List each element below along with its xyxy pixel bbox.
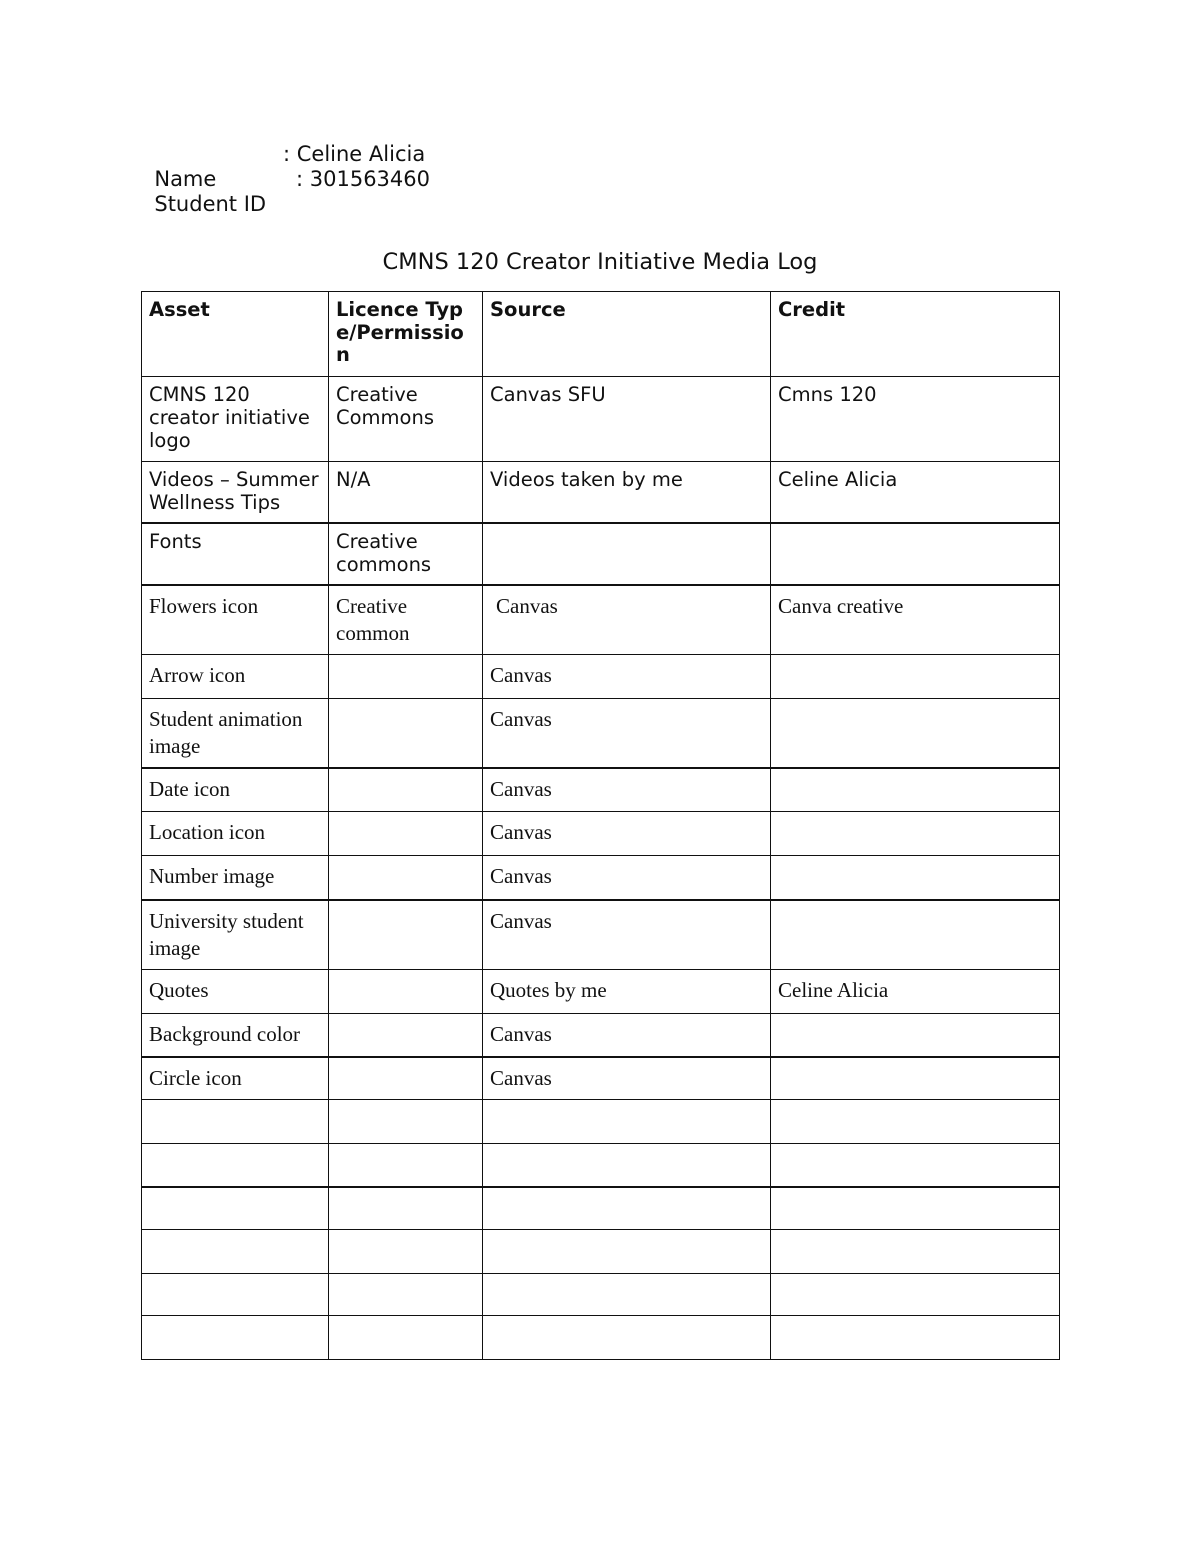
- cell-asset: CMNS 120 creator initiative logo: [142, 377, 329, 462]
- table-row: [142, 655, 1060, 699]
- cell-licence: [329, 655, 483, 699]
- cell-credit: [771, 1057, 1060, 1100]
- cell-source: Videos taken by me: [483, 462, 771, 523]
- cell-credit: [771, 768, 1060, 812]
- cell-licence: Creative commons: [329, 523, 483, 585]
- cell-licence: [329, 768, 483, 812]
- cell-credit: [771, 900, 1060, 970]
- table-row: [142, 462, 1060, 523]
- table-row: [142, 1187, 1060, 1230]
- cell-licence: [329, 1230, 483, 1274]
- cell-source: Canvas: [483, 900, 771, 970]
- cell-source: [483, 523, 771, 585]
- cell-source: [483, 1100, 771, 1144]
- cell-asset: [142, 1144, 329, 1187]
- name-label: Name: [154, 167, 217, 191]
- table-row: [142, 812, 1060, 856]
- cell-licence: [329, 699, 483, 768]
- header-source: Source: [483, 292, 771, 377]
- cell-asset: Arrow icon: [142, 655, 329, 699]
- cell-asset: University student image: [142, 900, 329, 970]
- header-credit: Credit: [771, 292, 1060, 377]
- cell-licence: [329, 1274, 483, 1316]
- cell-licence: [329, 1014, 483, 1057]
- cell-source: Canvas SFU: [483, 377, 771, 462]
- cell-asset: [142, 1316, 329, 1360]
- cell-credit: [771, 655, 1060, 699]
- table-header-row: [142, 292, 1060, 377]
- cell-asset: Quotes: [142, 970, 329, 1014]
- cell-source: [483, 1187, 771, 1230]
- cell-credit: Cmns 120: [771, 377, 1060, 462]
- cell-asset: Location icon: [142, 812, 329, 856]
- cell-credit: [771, 1316, 1060, 1360]
- cell-credit: [771, 1274, 1060, 1316]
- cell-licence: [329, 1316, 483, 1360]
- cell-asset: Circle icon: [142, 1057, 329, 1100]
- cell-credit: [771, 812, 1060, 856]
- cell-credit: [771, 1144, 1060, 1187]
- cell-source: Canvas: [483, 585, 771, 655]
- cell-licence: Creative common: [329, 585, 483, 655]
- table-row: [142, 1100, 1060, 1144]
- cell-credit: [771, 856, 1060, 900]
- table-row: [142, 856, 1060, 900]
- cell-asset: Flowers icon: [142, 585, 329, 655]
- table-row: [142, 900, 1060, 970]
- cell-credit: [771, 1014, 1060, 1057]
- cell-asset: Student animation image: [142, 699, 329, 768]
- table-row: [142, 1274, 1060, 1316]
- cell-credit: [771, 1100, 1060, 1144]
- cell-source: Canvas: [483, 768, 771, 812]
- cell-asset: [142, 1100, 329, 1144]
- cell-asset: [142, 1274, 329, 1316]
- table-row: [142, 1230, 1060, 1274]
- header-asset: Asset: [142, 292, 329, 377]
- cell-licence: [329, 1100, 483, 1144]
- cell-credit: [771, 699, 1060, 768]
- cell-credit: [771, 1187, 1060, 1230]
- cell-licence: Creative Commons: [329, 377, 483, 462]
- student-id-label: Student ID: [154, 192, 267, 216]
- table-row: [142, 699, 1060, 768]
- table-row: [142, 970, 1060, 1014]
- table-row: [142, 1144, 1060, 1187]
- cell-licence: [329, 900, 483, 970]
- cell-source: [483, 1144, 771, 1187]
- table-row: [142, 585, 1060, 655]
- cell-licence: [329, 1144, 483, 1187]
- cell-source: Canvas: [483, 699, 771, 768]
- cell-credit: Celine Alicia: [771, 462, 1060, 523]
- cell-credit: [771, 1230, 1060, 1274]
- cell-source: Canvas: [483, 655, 771, 699]
- cell-credit: [771, 523, 1060, 585]
- table-row: [142, 1014, 1060, 1057]
- cell-source: Canvas: [483, 1014, 771, 1057]
- cell-asset: [142, 1187, 329, 1230]
- table-row: [142, 523, 1060, 585]
- cell-source: [483, 1316, 771, 1360]
- cell-source: Canvas: [483, 812, 771, 856]
- cell-source: Quotes by me: [483, 970, 771, 1014]
- cell-licence: N/A: [329, 462, 483, 523]
- cell-asset: Videos – Summer Wellness Tips: [142, 462, 329, 523]
- cell-licence: [329, 1057, 483, 1100]
- cell-asset: Fonts: [142, 523, 329, 585]
- table-row: [142, 768, 1060, 812]
- cell-source: [483, 1274, 771, 1316]
- cell-asset: [142, 1230, 329, 1274]
- cell-asset: Date icon: [142, 768, 329, 812]
- cell-licence: [329, 856, 483, 900]
- document-title: CMNS 120 Creator Initiative Media Log: [382, 249, 818, 275]
- student-id-value: : 301563460: [296, 167, 430, 191]
- header-licence: Licence Type/Permission: [329, 292, 483, 377]
- cell-asset: Number image: [142, 856, 329, 900]
- cell-licence: [329, 812, 483, 856]
- cell-asset: Background color: [142, 1014, 329, 1057]
- table-row: [142, 377, 1060, 462]
- media-log-table: [141, 291, 1060, 1360]
- cell-source: Canvas: [483, 1057, 771, 1100]
- cell-credit: Canva creative: [771, 585, 1060, 655]
- student-id-line: [141, 167, 430, 217]
- cell-source: Canvas: [483, 856, 771, 900]
- table-row: [142, 1057, 1060, 1100]
- name-value: : Celine Alicia: [283, 142, 426, 166]
- cell-credit: Celine Alicia: [771, 970, 1060, 1014]
- table-row: [142, 1316, 1060, 1360]
- cell-source: [483, 1230, 771, 1274]
- cell-licence: [329, 970, 483, 1014]
- cell-licence: [329, 1187, 483, 1230]
